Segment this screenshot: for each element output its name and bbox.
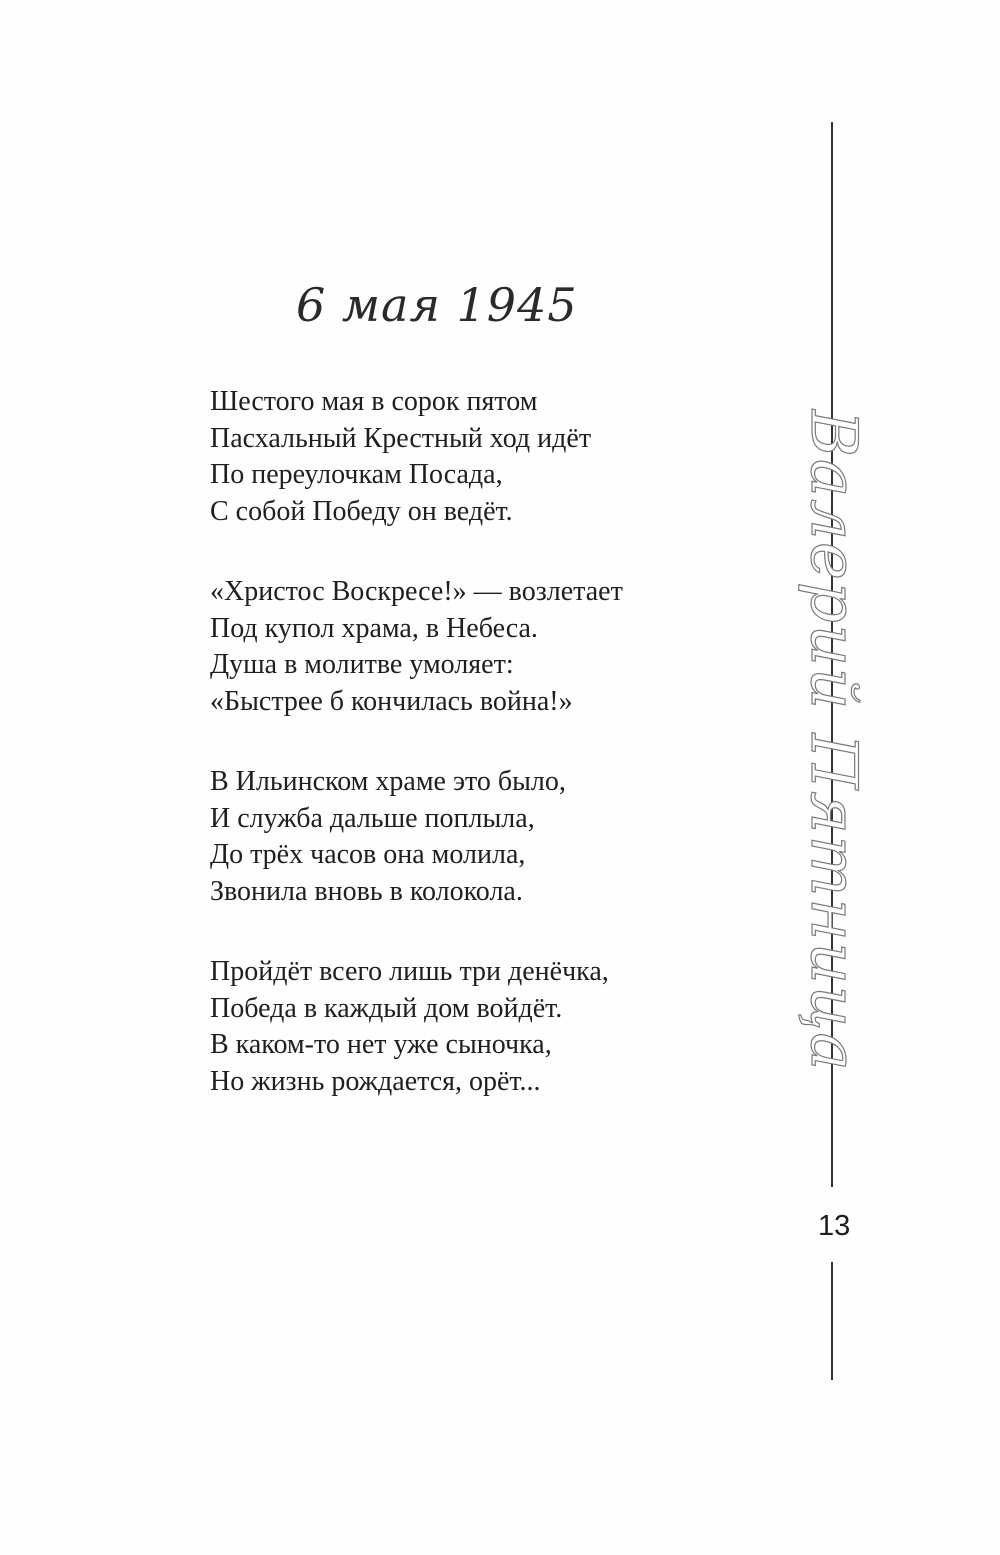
- poem-line: Звонила вновь в колокола.: [210, 875, 523, 907]
- poem-title: 6 мая 1945: [296, 278, 578, 332]
- poem-line: Пасхальный Крестный ход идёт: [210, 422, 592, 454]
- author-name-vertical: Валерий Пятница: [796, 410, 870, 1073]
- poem-line: Пройдёт всего лишь три денёчка,: [210, 956, 609, 987]
- poem-line: В Ильинском храме это было,: [210, 766, 566, 797]
- poem-line: «Христос Воскресе!» — возлетает: [210, 576, 623, 607]
- poem-line: Душа в молитве умоляет:: [210, 649, 514, 680]
- poem-line: Под купол храма, в Небеса.: [210, 612, 538, 644]
- poem-line: Но жизнь рождается, орёт...: [210, 1065, 541, 1097]
- poem-line: По переулочкам Посада,: [210, 459, 503, 490]
- margin-rule-bottom: [831, 1262, 833, 1380]
- poem-body: [210, 384, 770, 1144]
- stanza-2: [210, 574, 770, 720]
- poem-line: В каком-то нет уже сыночка,: [210, 1029, 552, 1060]
- page-number: 13: [818, 1210, 851, 1242]
- poem-line: До трёх часов она молила,: [210, 839, 526, 870]
- poem-line: Победа в каждый дом войдёт.: [210, 992, 563, 1024]
- poem-line: Шестого мая в сорок пятом: [210, 386, 538, 417]
- stanza-1: [210, 384, 770, 530]
- poem-line: «Быстрее б кончилась война!»: [210, 685, 573, 717]
- poem-line: И служба дальше поплыла,: [210, 802, 535, 834]
- poem-line: С собой Победу он ведёт.: [210, 495, 513, 527]
- stanza-3: [210, 764, 770, 910]
- stanza-4: [210, 954, 770, 1100]
